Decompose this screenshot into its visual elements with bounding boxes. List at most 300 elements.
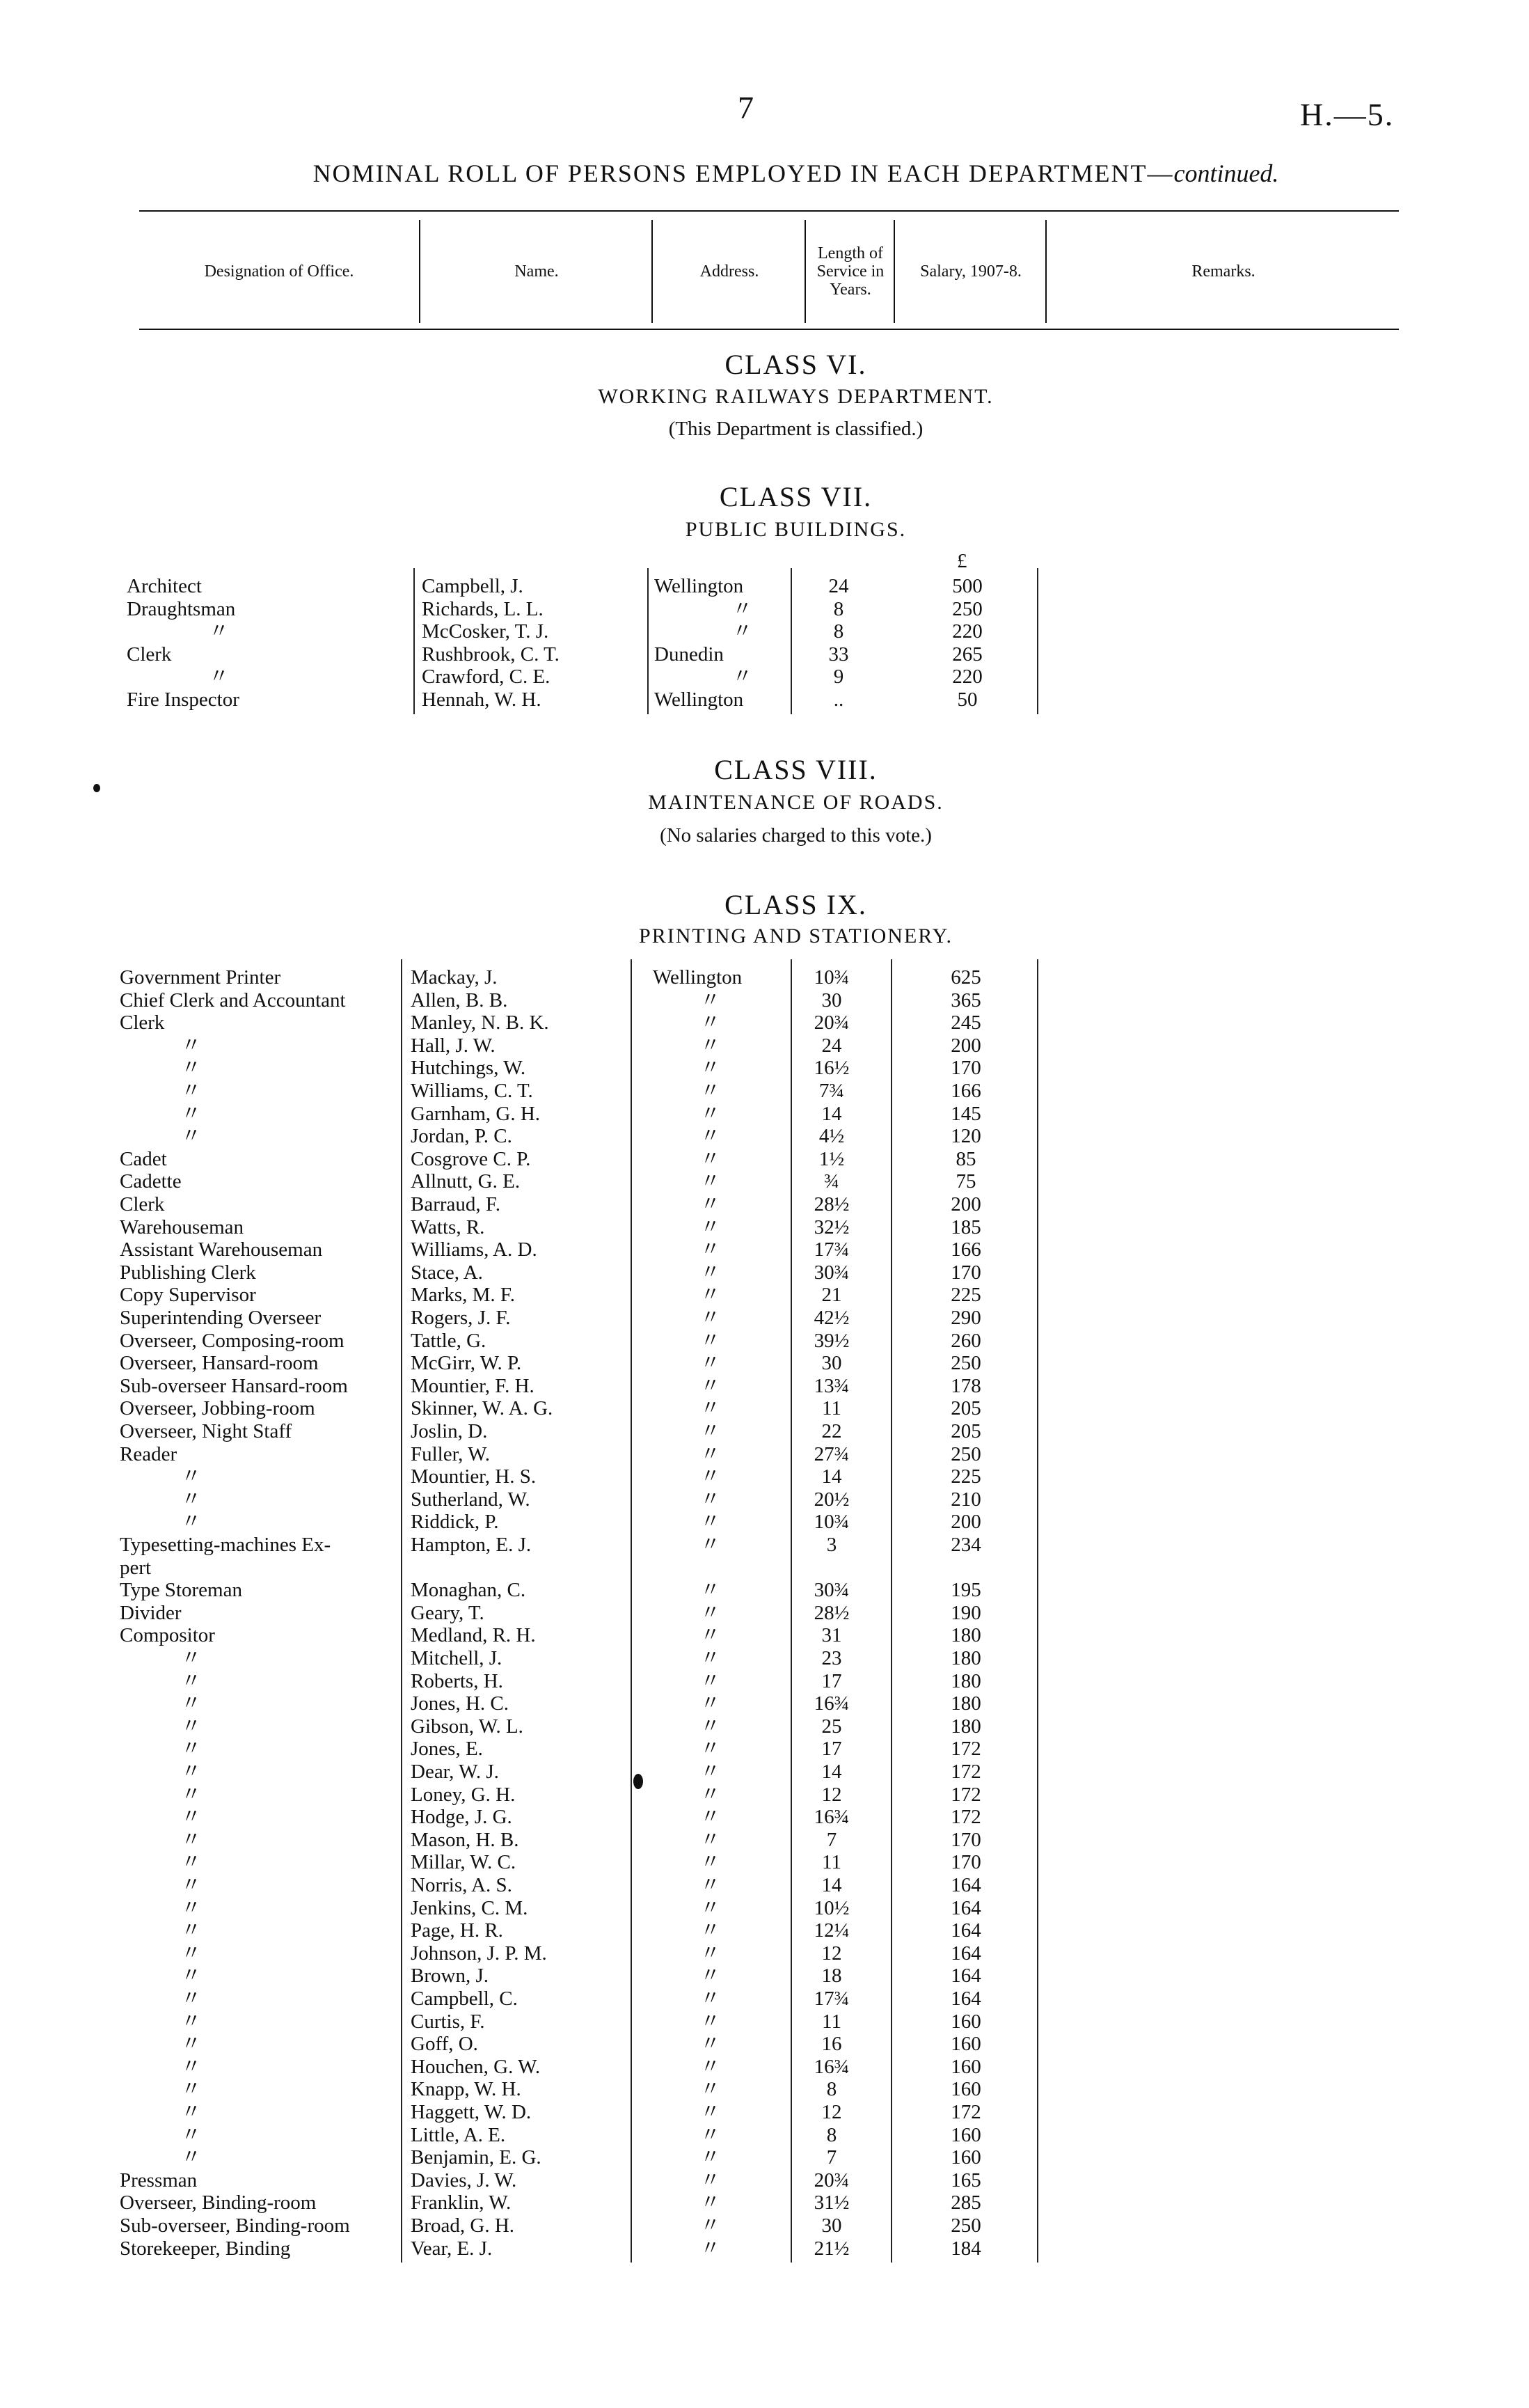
address-cell: 〃 bbox=[700, 1647, 721, 1669]
table-row bbox=[0, 1170, 1529, 1193]
address-cell: 〃 bbox=[700, 1284, 721, 1307]
designation-cell: 〃 bbox=[181, 1761, 202, 1783]
length-cell: 16½ bbox=[814, 1057, 850, 1080]
length-cell: 30 bbox=[821, 2214, 842, 2237]
print-speck bbox=[633, 1774, 643, 1789]
designation-cell: Overseer, Binding-room bbox=[120, 2191, 317, 2214]
table-row bbox=[0, 1284, 1529, 1306]
designation-cell: Pressman bbox=[120, 2169, 198, 2191]
designation-cell: pert bbox=[120, 1556, 152, 1579]
table-row bbox=[0, 1647, 1529, 1669]
name-cell: Cosgrove C. P. bbox=[411, 1147, 531, 1170]
salary-cell: 160 bbox=[951, 2033, 981, 2056]
table-row bbox=[0, 1238, 1529, 1261]
name-cell: Franklin, W. bbox=[411, 2191, 512, 2214]
table-row bbox=[0, 1352, 1529, 1374]
table-row bbox=[0, 2237, 1529, 2260]
designation-cell: 〃 bbox=[181, 2055, 202, 2078]
length-cell: 28½ bbox=[814, 1601, 850, 1624]
table-row bbox=[0, 1420, 1529, 1442]
address-cell: 〃 bbox=[700, 1397, 721, 1420]
name-cell: Haggett, W. D. bbox=[411, 2101, 532, 2123]
name-cell: Rushbrook, C. T. bbox=[422, 643, 560, 666]
column-rule bbox=[631, 959, 632, 2263]
length-cell: 16¾ bbox=[814, 1692, 850, 1715]
name-cell: Barraud, F. bbox=[411, 1193, 500, 1215]
table-row bbox=[0, 1851, 1529, 1873]
designation-cell: 〃 bbox=[181, 1896, 202, 1919]
address-cell: 〃 bbox=[700, 1034, 721, 1057]
address-cell: 〃 bbox=[700, 1465, 721, 1488]
name-cell: Skinner, W. A. G. bbox=[411, 1397, 553, 1420]
length-cell: 10¾ bbox=[814, 1511, 850, 1534]
length-cell: 20½ bbox=[814, 1488, 850, 1511]
address-cell: 〃 bbox=[700, 1601, 721, 1624]
table-row bbox=[0, 2101, 1529, 2123]
salary-cell: 225 bbox=[951, 1465, 981, 1488]
table-row bbox=[0, 2078, 1529, 2100]
salary-cell: 205 bbox=[951, 1397, 981, 1420]
name-cell: Allnutt, G. E. bbox=[411, 1170, 521, 1193]
length-cell: 42½ bbox=[814, 1307, 850, 1329]
address-cell: 〃 bbox=[700, 2169, 721, 2191]
salary-cell: 160 bbox=[951, 2078, 981, 2101]
length-cell: 39½ bbox=[814, 1329, 850, 1352]
table-row bbox=[0, 1942, 1529, 1965]
address-cell: 〃 bbox=[700, 1193, 721, 1215]
salary-cell: 250 bbox=[952, 597, 983, 620]
table-row bbox=[0, 1261, 1529, 1284]
name-cell: Houchen, G. W. bbox=[411, 2055, 541, 2078]
address-cell: 〃 bbox=[700, 1896, 721, 1919]
address-cell: 〃 bbox=[700, 1125, 721, 1148]
table-row bbox=[0, 1012, 1529, 1034]
salary-cell: 178 bbox=[951, 1374, 981, 1397]
column-header-name: Name. bbox=[419, 220, 653, 323]
designation-cell: 〃 bbox=[181, 2010, 202, 2033]
table-row bbox=[0, 1034, 1529, 1057]
salary-cell: 290 bbox=[951, 1307, 981, 1329]
table-row bbox=[0, 1738, 1529, 1760]
designation-cell: Architect bbox=[127, 575, 202, 597]
length-cell: 7 bbox=[826, 2146, 837, 2169]
table-row bbox=[0, 1465, 1529, 1488]
length-cell: 12 bbox=[821, 1783, 842, 1806]
table-row bbox=[0, 575, 1529, 597]
designation-cell: 〃 bbox=[181, 1919, 202, 1942]
name-cell: Broad, G. H. bbox=[411, 2214, 515, 2237]
length-cell: 23 bbox=[821, 1647, 842, 1669]
length-cell: 30¾ bbox=[814, 1261, 850, 1284]
column-rule bbox=[401, 959, 402, 2263]
address-cell: 〃 bbox=[700, 1624, 721, 1647]
address-cell: 〃 bbox=[700, 2146, 721, 2169]
length-cell: 8 bbox=[826, 2123, 837, 2146]
designation-cell: Overseer, Hansard-room bbox=[120, 1352, 319, 1375]
salary-cell: 145 bbox=[951, 1102, 981, 1125]
name-cell: Knapp, W. H. bbox=[411, 2078, 521, 2101]
salary-cell: 365 bbox=[951, 989, 981, 1012]
salary-cell: 205 bbox=[951, 1420, 981, 1442]
name-cell: Goff, O. bbox=[411, 2033, 478, 2056]
table-row bbox=[0, 666, 1529, 688]
name-cell: Hall, J. W. bbox=[411, 1034, 496, 1057]
name-cell: Johnson, J. P. M. bbox=[411, 1942, 547, 1965]
salary-cell: 172 bbox=[951, 1806, 981, 1829]
salary-cell: 166 bbox=[951, 1238, 981, 1261]
salary-cell: 170 bbox=[951, 1057, 981, 1080]
length-cell: 18 bbox=[821, 1965, 842, 1988]
address-cell: Wellington bbox=[654, 688, 744, 711]
address-cell: 〃 bbox=[700, 1080, 721, 1102]
name-cell: Page, H. R. bbox=[411, 1919, 503, 1942]
table-row bbox=[0, 1829, 1529, 1851]
address-cell: 〃 bbox=[700, 1012, 721, 1034]
table-row bbox=[0, 2056, 1529, 2078]
designation-cell: 〃 bbox=[181, 1988, 202, 2010]
length-cell: 10½ bbox=[814, 1896, 850, 1919]
length-cell: 16 bbox=[821, 2033, 842, 2056]
length-cell: 21 bbox=[821, 1284, 842, 1307]
designation-cell: 〃 bbox=[181, 1102, 202, 1125]
salary-cell: 180 bbox=[951, 1647, 981, 1669]
currency-symbol: £ bbox=[957, 550, 967, 572]
salary-cell: 160 bbox=[951, 2055, 981, 2078]
length-cell: 11 bbox=[822, 2010, 841, 2033]
designation-cell: Clerk bbox=[127, 643, 172, 666]
table-row bbox=[0, 1103, 1529, 1125]
designation-cell: 〃 bbox=[181, 1715, 202, 1738]
salary-cell: 180 bbox=[951, 1669, 981, 1692]
designation-cell: 〃 bbox=[181, 1080, 202, 1102]
class-8-note: (No salaries charged to this vote.) bbox=[660, 824, 932, 847]
column-header-row bbox=[139, 210, 1399, 330]
table-row bbox=[0, 2214, 1529, 2237]
name-cell: Roberts, H. bbox=[411, 1669, 503, 1692]
salary-cell: 200 bbox=[951, 1193, 981, 1215]
name-cell: Hutchings, W. bbox=[411, 1057, 526, 1080]
salary-cell: 172 bbox=[951, 1761, 981, 1783]
table-row bbox=[0, 1443, 1529, 1465]
class-6-title: CLASS VI. bbox=[724, 349, 867, 380]
name-cell: Crawford, C. E. bbox=[422, 666, 550, 688]
class-9-title: CLASS IX. bbox=[724, 889, 867, 920]
name-cell: Loney, G. H. bbox=[411, 1783, 516, 1806]
address-cell: 〃 bbox=[700, 1806, 721, 1829]
name-cell: Vear, E. J. bbox=[411, 2237, 493, 2260]
length-cell: 3 bbox=[826, 1534, 837, 1556]
document-code: H.—5. bbox=[1300, 97, 1395, 132]
designation-cell: 〃 bbox=[181, 1692, 202, 1715]
address-cell: 〃 bbox=[700, 1942, 721, 1965]
length-cell: 32½ bbox=[814, 1215, 850, 1238]
length-cell: 20¾ bbox=[814, 2169, 850, 2191]
name-cell: Rogers, J. F. bbox=[411, 1307, 511, 1329]
salary-cell: 120 bbox=[951, 1125, 981, 1148]
designation-cell: Reader bbox=[120, 1442, 177, 1465]
address-cell: 〃 bbox=[700, 1988, 721, 2010]
length-cell: 4½ bbox=[818, 1125, 845, 1148]
table-row bbox=[0, 1397, 1529, 1419]
name-cell: Gibson, W. L. bbox=[411, 1715, 523, 1738]
salary-cell: 172 bbox=[951, 2101, 981, 2123]
salary-cell: 250 bbox=[951, 2214, 981, 2237]
address-cell: 〃 bbox=[700, 2010, 721, 2033]
name-cell: Geary, T. bbox=[411, 1601, 484, 1624]
table-row bbox=[0, 2191, 1529, 2214]
length-cell: 17¾ bbox=[814, 1988, 850, 2010]
table-row bbox=[0, 598, 1529, 620]
designation-cell: 〃 bbox=[181, 1851, 202, 1874]
salary-cell: 245 bbox=[951, 1012, 981, 1034]
name-cell: Garnham, G. H. bbox=[411, 1102, 541, 1125]
length-cell: 24 bbox=[821, 1034, 842, 1057]
length-cell: 12 bbox=[821, 1942, 842, 1965]
table-row bbox=[0, 1557, 1529, 1579]
designation-cell: Chief Clerk and Accountant bbox=[120, 989, 346, 1012]
table-row bbox=[0, 2033, 1529, 2055]
address-cell: 〃 bbox=[700, 2123, 721, 2146]
designation-cell: Copy Supervisor bbox=[120, 1284, 256, 1307]
designation-cell: Cadet bbox=[120, 1147, 167, 1170]
table-row bbox=[0, 1216, 1529, 1238]
salary-cell: 285 bbox=[951, 2191, 981, 2214]
name-cell: Medland, R. H. bbox=[411, 1624, 536, 1647]
name-cell: Marks, M. F. bbox=[411, 1284, 515, 1307]
address-cell: 〃 bbox=[700, 1488, 721, 1511]
length-cell: 7¾ bbox=[818, 1080, 845, 1102]
length-cell: 31 bbox=[821, 1624, 842, 1647]
length-cell: 8 bbox=[826, 2078, 837, 2101]
name-cell: McCosker, T. J. bbox=[422, 620, 549, 643]
length-cell: 12¼ bbox=[814, 1919, 850, 1942]
name-cell: Sutherland, W. bbox=[411, 1488, 530, 1511]
length-cell: 14 bbox=[821, 1465, 842, 1488]
length-cell: 33 bbox=[828, 643, 849, 666]
designation-cell: 〃 bbox=[209, 666, 230, 688]
name-cell: Hennah, W. H. bbox=[422, 688, 541, 711]
designation-cell: 〃 bbox=[181, 1057, 202, 1080]
table-row bbox=[0, 1511, 1529, 1533]
salary-cell: 166 bbox=[951, 1080, 981, 1102]
length-cell: 17 bbox=[821, 1738, 842, 1761]
name-cell: Manley, N. B. K. bbox=[411, 1012, 549, 1034]
designation-cell: 〃 bbox=[181, 2123, 202, 2146]
table-row bbox=[0, 1624, 1529, 1646]
length-cell: 30 bbox=[821, 989, 842, 1012]
length-cell: 7 bbox=[826, 1828, 837, 1851]
length-cell: 20¾ bbox=[814, 1012, 850, 1034]
address-cell: 〃 bbox=[700, 1851, 721, 1874]
length-cell: 30 bbox=[821, 1352, 842, 1375]
name-cell: Mountier, H. S. bbox=[411, 1465, 537, 1488]
column-rule bbox=[413, 568, 415, 714]
address-cell: 〃 bbox=[700, 1579, 721, 1602]
address-cell: 〃 bbox=[700, 2078, 721, 2101]
designation-cell: 〃 bbox=[209, 620, 230, 643]
length-cell: 8 bbox=[833, 597, 844, 620]
name-cell: Mountier, F. H. bbox=[411, 1374, 534, 1397]
address-cell: 〃 bbox=[700, 1511, 721, 1534]
designation-cell: 〃 bbox=[181, 1806, 202, 1829]
salary-cell: 160 bbox=[951, 2123, 981, 2146]
designation-cell: Divider bbox=[120, 1601, 182, 1624]
name-cell: Tattle, G. bbox=[411, 1329, 486, 1352]
length-cell: 13¾ bbox=[814, 1374, 850, 1397]
designation-cell: 〃 bbox=[181, 2146, 202, 2169]
table-row bbox=[0, 1375, 1529, 1397]
table-row bbox=[0, 1193, 1529, 1215]
name-cell: Hodge, J. G. bbox=[411, 1806, 512, 1829]
address-cell: 〃 bbox=[700, 1238, 721, 1261]
designation-cell: Warehouseman bbox=[120, 1215, 244, 1238]
address-cell: Wellington bbox=[653, 966, 743, 989]
designation-cell: Superintending Overseer bbox=[120, 1307, 322, 1329]
name-cell: Brown, J. bbox=[411, 1965, 489, 1988]
designation-cell: 〃 bbox=[181, 1511, 202, 1534]
length-cell: 16¾ bbox=[814, 2055, 850, 2078]
name-cell: Dear, W. J. bbox=[411, 1761, 499, 1783]
table-row bbox=[0, 1080, 1529, 1102]
table-row bbox=[0, 1579, 1529, 1601]
salary-cell: 85 bbox=[956, 1147, 976, 1170]
salary-cell: 164 bbox=[951, 1874, 981, 1896]
salary-cell: 225 bbox=[951, 1284, 981, 1307]
salary-cell: 50 bbox=[957, 688, 978, 711]
salary-cell: 165 bbox=[951, 2169, 981, 2191]
table-row bbox=[0, 2146, 1529, 2169]
address-cell: 〃 bbox=[700, 1442, 721, 1465]
length-cell: 12 bbox=[821, 2101, 842, 2123]
table-row bbox=[0, 1692, 1529, 1715]
table-row bbox=[0, 1715, 1529, 1738]
table-row bbox=[0, 1670, 1529, 1692]
length-cell: 11 bbox=[822, 1397, 841, 1420]
class-8-department: MAINTENANCE OF ROADS. bbox=[648, 791, 944, 814]
salary-cell: 180 bbox=[951, 1692, 981, 1715]
designation-cell: Sub-overseer Hansard-room bbox=[120, 1374, 348, 1397]
salary-cell: 172 bbox=[951, 1783, 981, 1806]
length-cell: 30¾ bbox=[814, 1579, 850, 1602]
table-row bbox=[0, 1965, 1529, 1987]
name-cell: Campbell, C. bbox=[411, 1988, 518, 2010]
class-6-note: (This Department is classified.) bbox=[668, 418, 924, 440]
address-cell: 〃 bbox=[700, 1420, 721, 1442]
salary-cell: 160 bbox=[951, 2146, 981, 2169]
designation-cell: 〃 bbox=[181, 2033, 202, 2056]
designation-cell: Sub-overseer, Binding-room bbox=[120, 2214, 350, 2237]
salary-cell: 184 bbox=[951, 2237, 981, 2260]
address-cell: 〃 bbox=[700, 1215, 721, 1238]
length-cell: 17¾ bbox=[814, 1238, 850, 1261]
designation-cell: Clerk bbox=[120, 1193, 165, 1215]
class-7-department: PUBLIC BUILDINGS. bbox=[685, 518, 907, 541]
length-cell: 21½ bbox=[814, 2237, 850, 2260]
salary-cell: 170 bbox=[951, 1261, 981, 1284]
designation-cell: Storekeeper, Binding bbox=[120, 2237, 291, 2260]
salary-cell: 195 bbox=[951, 1579, 981, 1602]
table-row bbox=[0, 1897, 1529, 1919]
salary-cell: 164 bbox=[951, 1988, 981, 2010]
salary-cell: 220 bbox=[952, 666, 983, 688]
print-speck bbox=[93, 784, 100, 792]
address-cell: 〃 bbox=[700, 1261, 721, 1284]
name-cell: Curtis, F. bbox=[411, 2010, 485, 2033]
salary-cell: 260 bbox=[951, 1329, 981, 1352]
salary-cell: 185 bbox=[951, 1215, 981, 1238]
length-cell: 14 bbox=[821, 1874, 842, 1896]
table-row bbox=[0, 2010, 1529, 2033]
designation-cell: Overseer, Composing-room bbox=[120, 1329, 344, 1352]
table-row bbox=[0, 1125, 1529, 1147]
length-cell: 14 bbox=[821, 1761, 842, 1783]
salary-cell: 250 bbox=[951, 1442, 981, 1465]
length-cell: 1½ bbox=[818, 1147, 845, 1170]
name-cell: Fuller, W. bbox=[411, 1442, 491, 1465]
address-cell: 〃 bbox=[732, 597, 753, 620]
salary-cell: 180 bbox=[951, 1624, 981, 1647]
designation-cell: Fire Inspector bbox=[127, 688, 239, 711]
table-row bbox=[0, 1988, 1529, 2010]
name-cell: Allen, B. B. bbox=[411, 989, 508, 1012]
length-cell: 25 bbox=[821, 1715, 842, 1738]
name-cell: Little, A. E. bbox=[411, 2123, 506, 2146]
name-cell: Campbell, J. bbox=[422, 575, 523, 597]
salary-cell: 625 bbox=[951, 966, 981, 989]
name-cell: Davies, J. W. bbox=[411, 2169, 517, 2191]
address-cell: 〃 bbox=[732, 666, 753, 688]
address-cell: 〃 bbox=[700, 2237, 721, 2260]
length-cell: 10¾ bbox=[814, 966, 850, 989]
address-cell: Wellington bbox=[654, 575, 744, 597]
table-row bbox=[0, 1874, 1529, 1896]
class-8-title: CLASS VIII. bbox=[714, 754, 878, 785]
designation-cell: Government Printer bbox=[120, 966, 281, 989]
table-row bbox=[0, 688, 1529, 711]
salary-cell: 170 bbox=[951, 1851, 981, 1874]
designation-cell: 〃 bbox=[181, 1965, 202, 1988]
name-cell: Jones, H. C. bbox=[411, 1692, 509, 1715]
name-cell: Williams, C. T. bbox=[411, 1080, 533, 1102]
length-cell: 17 bbox=[821, 1669, 842, 1692]
table-row bbox=[0, 989, 1529, 1012]
name-cell: Jones, E. bbox=[411, 1738, 483, 1761]
designation-cell: 〃 bbox=[181, 1738, 202, 1761]
salary-cell: 200 bbox=[951, 1511, 981, 1534]
column-rule bbox=[647, 568, 649, 714]
class-7-title: CLASS VII. bbox=[719, 481, 873, 512]
name-cell: McGirr, W. P. bbox=[411, 1352, 522, 1375]
designation-cell: 〃 bbox=[181, 1783, 202, 1806]
salary-cell: 164 bbox=[951, 1919, 981, 1942]
name-cell: Watts, R. bbox=[411, 1215, 485, 1238]
address-cell: 〃 bbox=[700, 1669, 721, 1692]
name-cell: Hampton, E. J. bbox=[411, 1534, 532, 1556]
column-rule bbox=[1037, 959, 1038, 2263]
table-row bbox=[0, 1330, 1529, 1352]
designation-cell: 〃 bbox=[181, 1942, 202, 1965]
column-rule bbox=[1037, 568, 1038, 714]
designation-cell: Overseer, Night Staff bbox=[120, 1420, 292, 1442]
address-cell: 〃 bbox=[700, 1715, 721, 1738]
table-row bbox=[0, 1806, 1529, 1828]
address-cell: 〃 bbox=[700, 1761, 721, 1783]
designation-cell: 〃 bbox=[181, 1034, 202, 1057]
length-cell: 31½ bbox=[814, 2191, 850, 2214]
column-header-remarks: Remarks. bbox=[1045, 220, 1400, 323]
length-cell: 16¾ bbox=[814, 1806, 850, 1829]
designation-cell: Overseer, Jobbing-room bbox=[120, 1397, 315, 1420]
